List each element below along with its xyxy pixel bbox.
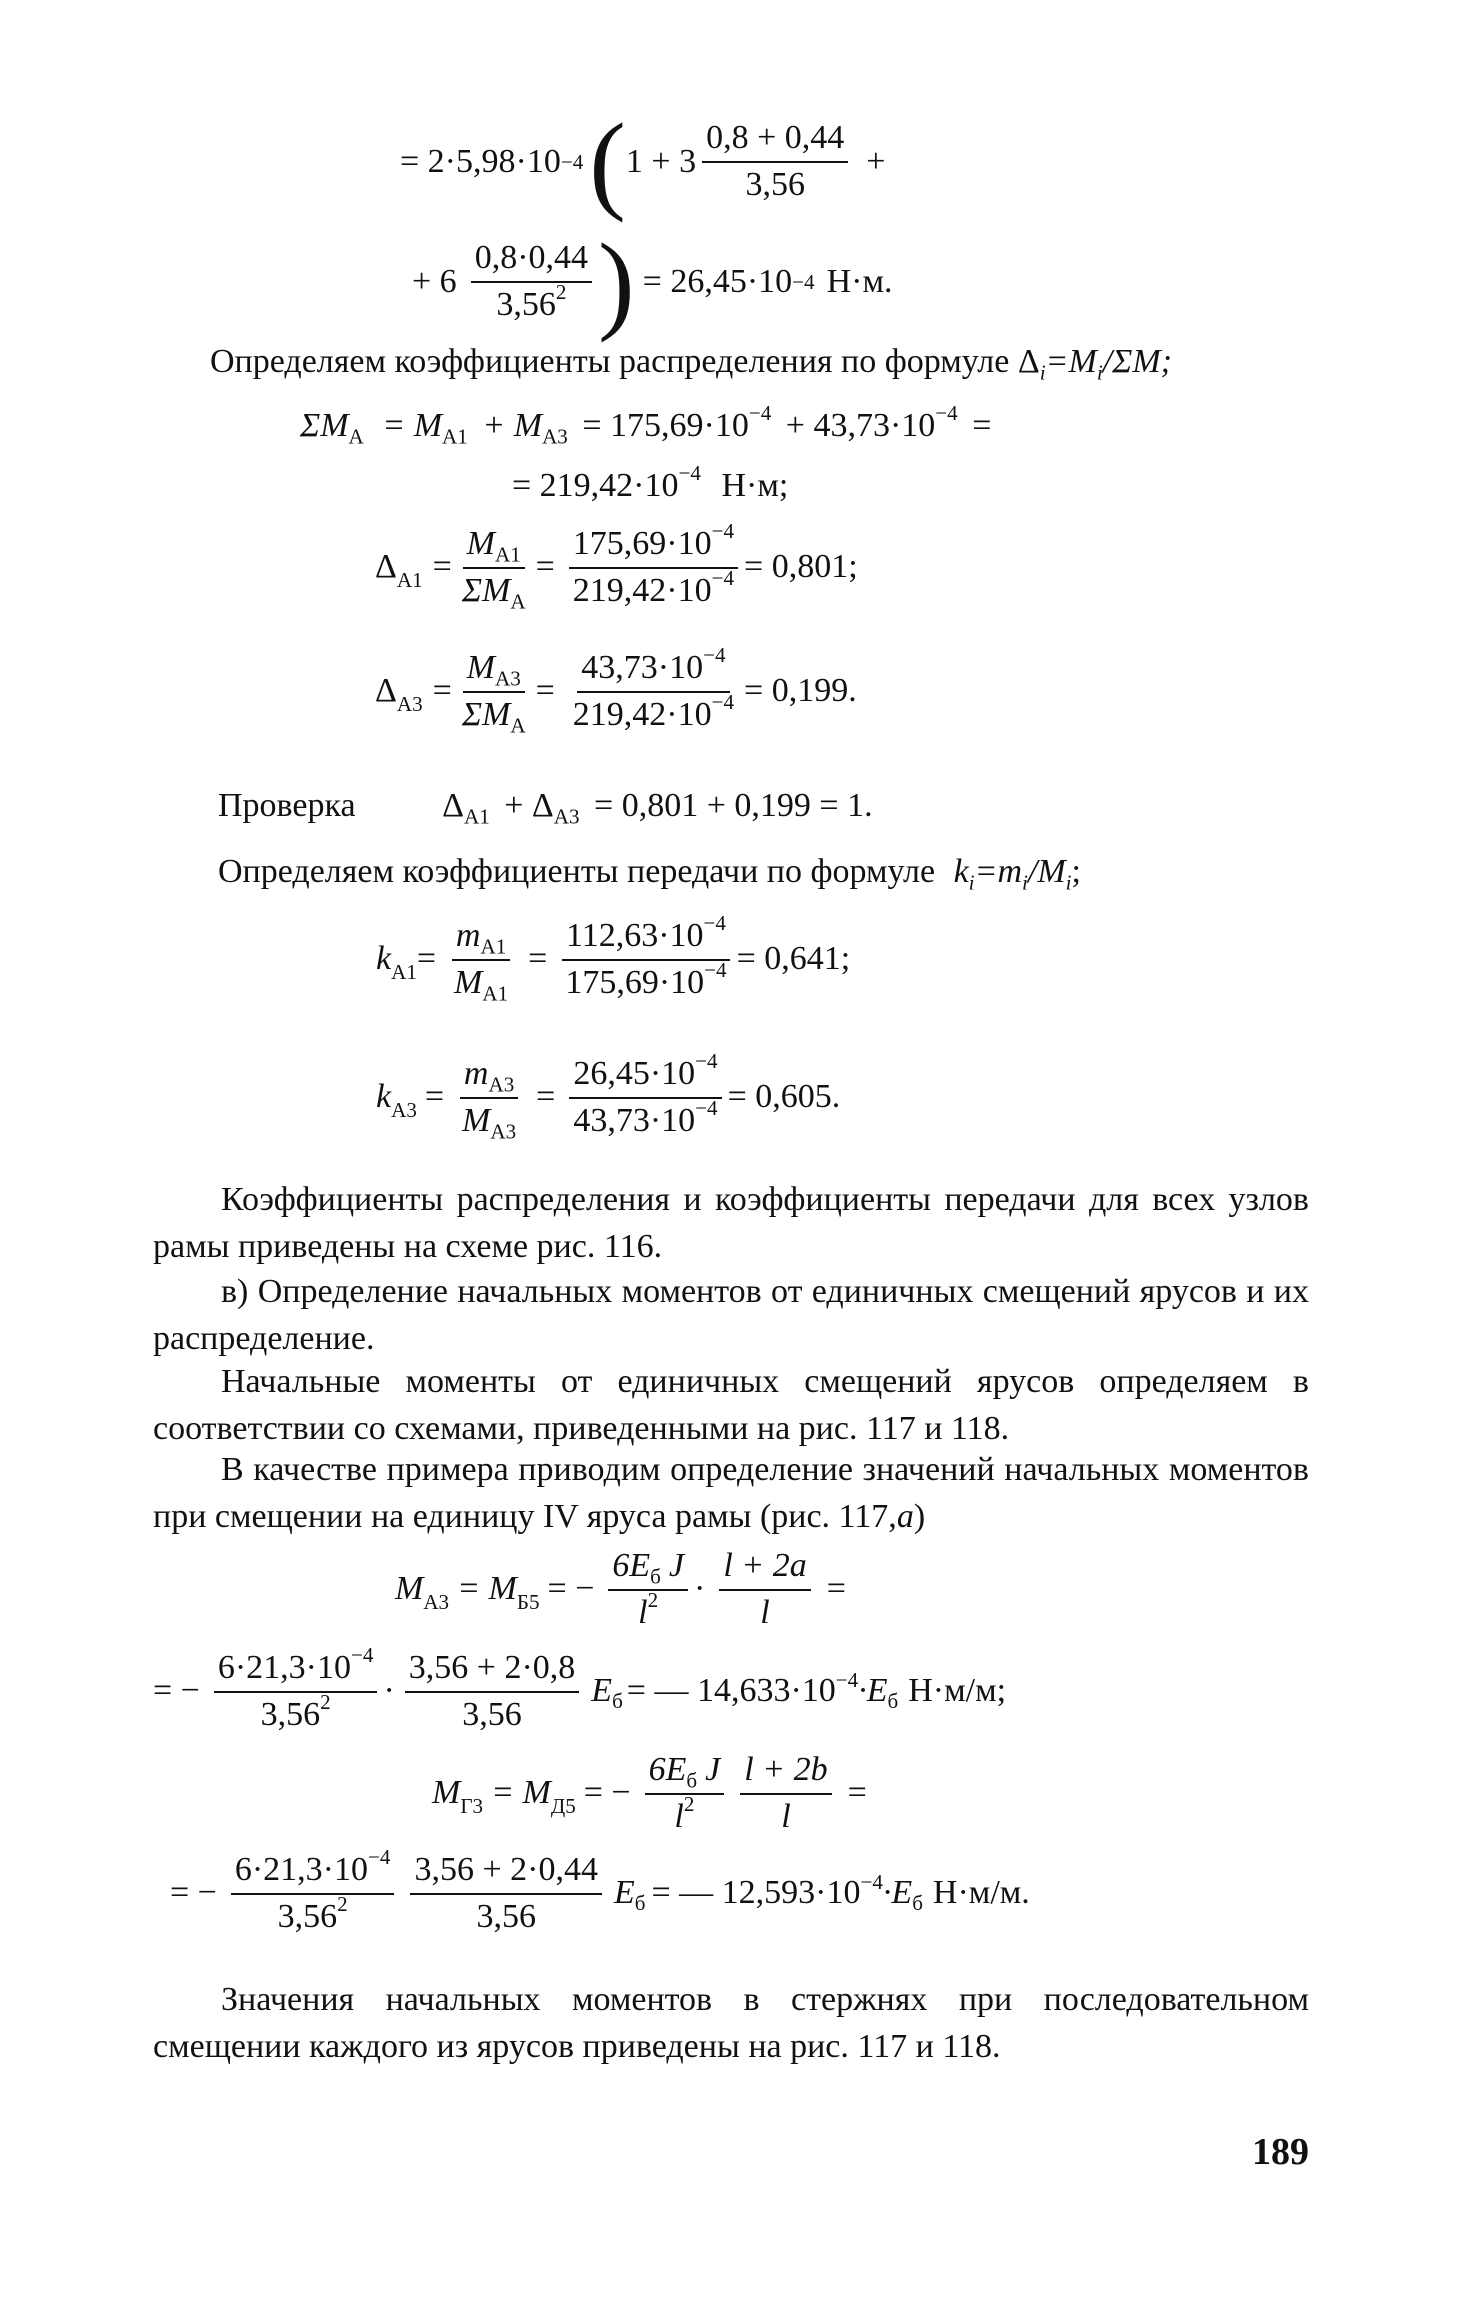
text: 112,63·10 [565,917,704,954]
text: = 219,42·10 [512,467,679,504]
fraction [214,1643,378,1736]
subscript: А3 [553,804,580,829]
subscript: б [650,1564,661,1589]
numerator: 3,56 + 2·0,44 [410,1850,602,1895]
numerator: 0,8 + 0,44 [702,118,848,163]
fraction [405,1648,580,1736]
denominator [458,1099,520,1142]
text: Определяем коэффициенты передачи по формуле [218,853,936,890]
paragraph-section-v: в) Определение начальных моментов от единичных смещений ярусов и их распределение. [153,1273,1309,1357]
close-paren: ) [598,221,635,343]
text: 6E [612,1547,651,1584]
text: M [466,649,495,686]
numerator [562,911,730,961]
denominator [634,1588,662,1634]
text: = [536,1078,556,1116]
text: = M [457,1570,517,1608]
fraction [740,1750,831,1838]
unit: Н·м; [721,467,789,504]
text: 6·21,3·10 [217,1649,352,1686]
text: Δ [375,672,397,710]
open-paren: ( [589,101,626,223]
numerator [214,1643,378,1693]
denominator [450,961,512,1004]
text: ΣM [300,407,349,444]
numerator [569,1049,721,1099]
sum-line-2 [512,461,789,507]
denominator [458,569,530,612]
denominator [777,1795,794,1838]
text: l + 2a [723,1547,807,1584]
exponent: −4 [351,1643,374,1668]
text: ; [1071,853,1081,890]
subscript: i [1096,360,1103,385]
fraction [608,1546,688,1634]
text: = [847,1774,867,1812]
text: J [668,1547,684,1584]
text: В качестве примера приводим определение значений начальных моментов при смещении на единицу IV яруса рамы (рис. 117, [153,1451,1309,1535]
text: = [432,672,452,710]
delta-a1-formula: Δ А1 = $\frac{M_{А1}}{\Sigma M_А}$ = $\frac{175,69\cdot 10^{-4}}{219,42\cdot 10^{-4}}$ = 0,801; [375,519,858,614]
denominator: 3,56 [476,1897,536,1935]
text: 219,42·10 [572,571,712,609]
subscript: А [510,589,526,614]
text: J [705,1751,721,1788]
text: = [535,548,555,586]
denominator [458,693,530,736]
subscript: i [1065,870,1072,895]
numerator [231,1845,395,1895]
text: = [972,407,992,444]
m-a3-numeric: = − $\frac{6\cdot 21,3\cdot 10^{-4}}{3,56^2}$ · $\frac{3,56 + 2\cdot 0,8}{3,56}$ E б = — 14,633·10 −4 ·E б Н·м/м; [153,1648,1006,1736]
numerator [608,1546,688,1591]
text: + M [482,407,543,444]
numerator [463,648,525,693]
text: 3,56 [260,1695,321,1733]
exponent: −4 [703,911,726,936]
text: + Δ [504,787,554,824]
subscript: А [510,713,526,738]
fraction [458,1054,520,1142]
denominator [670,1792,698,1838]
exponent: −4 [695,1049,718,1074]
subscript: А3 [542,424,568,449]
paragraph-final: Значения начальных моментов в стержнях при последовательном смещении каждого из ярусов приведены на рис. 117 и 118. [153,1981,1309,2065]
text: = 0,801 + 0,199 = 1. [594,787,873,824]
fraction [410,1850,602,1938]
text: /M [1027,853,1066,890]
fraction [719,1546,810,1634]
numerator: 3,56 + 2·0,8 [405,1648,580,1693]
m-g3-numeric: = − $\frac{6\cdot 21,3\cdot 10^{-4}}{3,56^2}$ $\frac{3,56 + 2\cdot 0,44}{3,56}$ E б = — 12,593·10 −4 ·E б Н·м/м. [170,1850,1030,1938]
text: = − [153,1672,200,1710]
paragraph-distribution [210,342,1172,383]
text: ΣM [461,571,511,609]
numerator [719,1546,810,1591]
exponent: 2 [683,1792,695,1816]
text: Определяем коэффициенты распределения по формуле Δ [210,343,1040,380]
denominator [756,1591,773,1634]
text: ·E [882,1874,913,1912]
exponent: −4 [711,566,735,590]
fraction [471,238,592,326]
subscript: i [1022,870,1028,895]
denominator-text: 3,56 [496,286,556,323]
denominator [569,690,738,736]
text: E [613,1874,635,1912]
text: 175,69·10 [572,525,712,562]
subscript: А3 [494,666,521,691]
result: = 0,641; [736,940,851,978]
formula-text: 1 + 3 [625,142,697,180]
text: l + 2b [744,1751,828,1788]
fraction [450,916,512,1004]
text: l [760,1593,770,1631]
exponent: −4 [748,401,772,426]
text: k [376,1078,392,1116]
text: l [781,1797,791,1835]
m-a3-formula: M А3 = M Б5 = − $\frac{6E_б J}{l^2}$ · $\frac{l + 2a}{l}$ = [395,1546,846,1634]
denominator [569,566,738,612]
result: = 0,199. [744,672,857,710]
subscript: А1 [463,804,490,829]
unit: Н·м/м; [908,1672,1007,1710]
formula-text: = 26,45·10 [642,262,793,300]
exponent: −4 [935,401,958,426]
text: M [462,1101,491,1139]
text: Δ [375,548,397,586]
text: 43,73·10 [581,649,704,686]
text: M [466,525,495,562]
k-a1-formula: k А1 = $\frac{m_{А1}}{M_{А1}}$ = $\frac{112,63\cdot 10^{-4}}{175,69\cdot 10^{-4}}$ = 0,641; [376,911,851,1006]
k-a3-formula: k А3 = $\frac{m_{А3}}{M_{А3}}$ = $\frac{26,45\cdot 10^{-4}}{43,73\cdot 10^{-4}}$ = 0,605. [376,1049,841,1144]
text: 219,42·10 [572,695,712,733]
text: = [528,940,548,978]
numerator [452,916,510,961]
subscript: i [1039,360,1046,385]
text: m [463,1055,489,1092]
denominator [569,1096,721,1142]
paragraph-transfer [218,852,1081,893]
fraction [458,524,530,612]
denominator [257,1690,335,1736]
exponent: 2 [555,280,567,305]
fraction [231,1845,395,1938]
text: 175,69·10 [565,963,705,1001]
denominator [274,1892,352,1938]
text: = [424,1078,445,1116]
text: = — 14,633·10 [626,1672,836,1710]
exponent: −4 [368,1845,391,1870]
numerator [460,1054,518,1099]
text: E [591,1672,613,1710]
exponent: −4 [711,519,735,544]
delta-a3-formula: Δ А3 = $\frac{M_{А3}}{\Sigma M_А}$ = $\frac{43,73\cdot 10^{-4}}{219,42\cdot 10^{-4}}$ = 0,199. [375,643,857,738]
text: Δ [442,787,464,824]
numerator [577,643,729,693]
text: = M [382,407,443,444]
text: 3,56 [277,1897,338,1935]
text: =m [974,853,1023,890]
text: k [376,940,392,978]
denominator: 3,56 [745,166,805,203]
text: ·E [858,1672,888,1710]
subscript: А3 [490,1119,517,1144]
numerator [740,1750,831,1795]
sum-line [300,401,992,449]
formula-text: + 6 [412,262,457,300]
paragraph-initial-moments: Начальные моменты от единичных смещений ярусов определяем в соответствии со схемами, приведенными на рис. 117 и 118. [153,1363,1309,1447]
formula-text: = 2·5,98·10 [400,142,561,180]
text: m [455,917,481,954]
text: · [693,1570,706,1608]
numerator [463,524,525,569]
unit: Н·м. [826,262,893,300]
text: 6E [648,1751,687,1788]
subscript: б [686,1768,698,1793]
text: 26,45·10 [573,1055,696,1092]
exponent: −4 [704,958,727,982]
text: 43,73·10 [573,1101,696,1139]
text: · [383,1672,395,1710]
paragraph-example [153,1446,1309,1540]
exponent: 2 [337,1892,348,1916]
exponent: 2 [647,1588,659,1612]
check-line [218,786,873,827]
text: l [674,1797,684,1835]
fraction [569,643,738,736]
text: + 43,73·10 [785,407,936,444]
text: ) [913,1498,926,1535]
text: 6·21,3·10 [234,1851,369,1888]
paragraph-summary: Коэффициенты распределения и коэффициенты передачи для всех узлов рамы приведены на схеме рис. 116. [153,1181,1309,1265]
text: /ΣM; [1102,343,1172,380]
m-g3-formula: M Г3 = M Д5 = − $\frac{6E_б J}{l^2}$ $\frac{l + 2b}{l}$ = [432,1750,867,1838]
fraction [645,1750,725,1838]
subscript: А3 [488,1072,515,1097]
exponent: 2 [320,1690,331,1714]
denominator [492,280,570,326]
subscript: А1 [482,981,509,1006]
text: = − [170,1874,217,1912]
text: = 175,69·10 [582,407,749,444]
result: = 0,801; [744,548,858,586]
text: =M [1045,343,1097,380]
formula-line-2: + 6 $\frac{0,8\cdot 0,44}{3,56^2}$ ) = 26,45·10 −4 Н·м. [412,221,893,343]
fraction [561,911,730,1004]
numerator: 0,8·0,44 [471,238,592,283]
subscript: А [348,424,364,449]
fraction [702,118,848,206]
text: = − [583,1774,631,1812]
subscript: А1 [480,934,507,959]
denominator: 3,56 [462,1695,522,1733]
text: а [896,1498,914,1535]
text: = M [491,1774,551,1812]
numerator [645,1750,725,1795]
text: = [826,1570,846,1608]
fraction [569,1049,721,1142]
label: Проверка [218,787,356,824]
fraction [458,648,530,736]
text: = [535,672,555,710]
text: l [638,1593,648,1631]
exponent: −4 [678,461,701,486]
text: k [953,853,969,890]
text: ΣM [461,695,511,733]
subscript: i [968,870,975,895]
text: = [416,940,437,978]
text: M [395,1570,424,1608]
result: = 0,605. [727,1078,841,1116]
fraction [569,519,738,612]
numerator [569,519,738,569]
exponent: −4 [695,1096,718,1120]
unit: Н·м/м. [932,1874,1030,1912]
formula-line-1: = 2·5,98·10 −4 ( 1 + 3 $\frac{0,8 + 0,44}{3,56}$ + [400,101,886,223]
exponent: −4 [703,643,726,668]
subscript: А1 [442,424,468,449]
text: = [432,548,452,586]
text: = − [547,1570,595,1608]
denominator [561,958,730,1004]
text: M [454,963,483,1001]
text: M [432,1774,461,1812]
page-number: 189 [1252,2131,1309,2173]
exponent: −4 [711,690,735,714]
subscript: А1 [494,542,521,567]
formula-text: + [866,142,886,180]
text: = — 12,593·10 [651,1874,861,1912]
